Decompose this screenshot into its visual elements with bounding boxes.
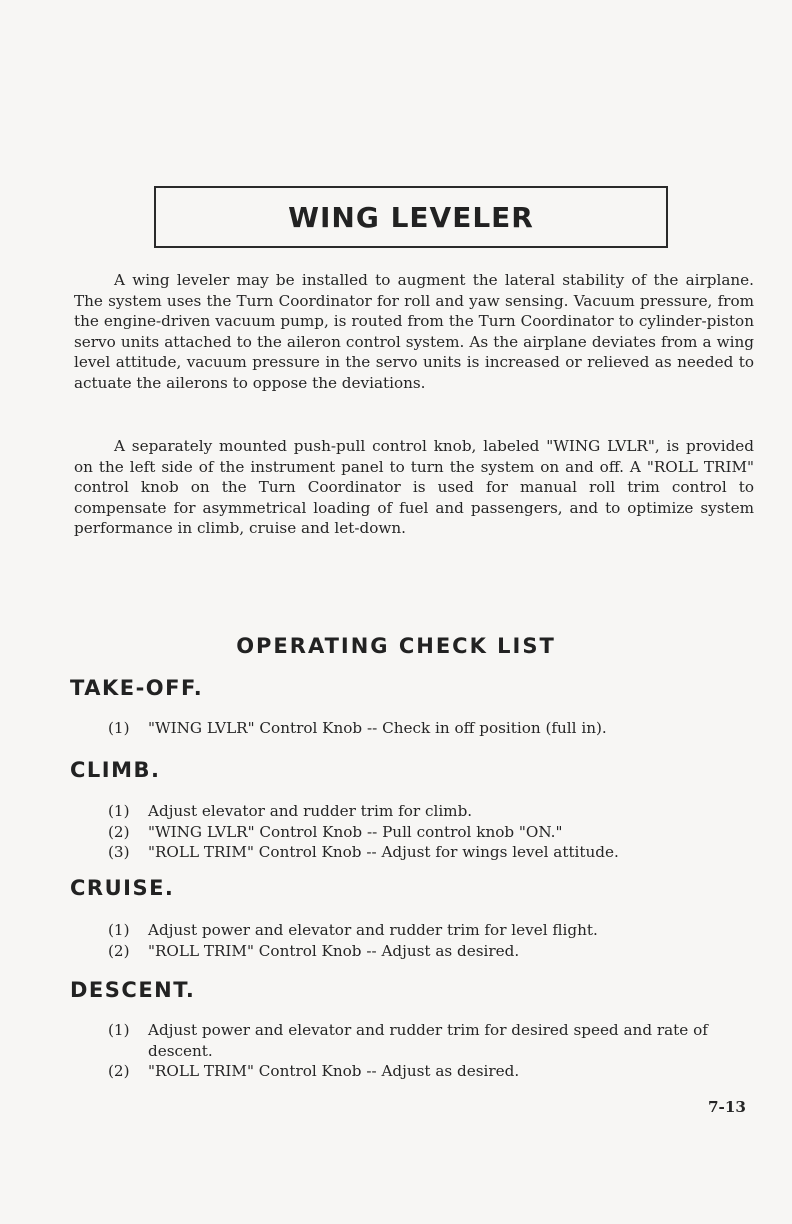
list-item — [108, 718, 748, 739]
step-number: (3) — [108, 843, 130, 861]
title-box — [154, 186, 668, 248]
list-item — [108, 1061, 748, 1082]
step-text: Adjust power and elevator and rudder trim for desired speed and rate of descent. — [148, 1021, 708, 1060]
takeoff-heading: TAKE-OFF. — [70, 676, 204, 700]
list-item — [108, 920, 748, 941]
step-text: Adjust power and elevator and rudder trim for level flight. — [148, 921, 598, 939]
page-number: 7-13 — [707, 1098, 746, 1116]
list-item — [108, 801, 748, 822]
checklist-title: OPERATING CHECK LIST — [236, 634, 556, 658]
step-text: "ROLL TRIM" Control Knob -- Adjust as desired. — [148, 1062, 520, 1080]
intro-paragraph: A wing leveler may be installed to augment the lateral stability of the airplane. The system uses the Turn Coordinator for roll and yaw sensing. Vacuum pressure, from the engine-driven vacuum pump, is routed from the Turn Coordinator to cylinder-piston servo units attached to the aileron control system. As the airplane deviates from a wing level attitude, vacuum pressure in the servo units is increased or relieved as needed to actuate the ailerons to oppose the deviations. — [74, 271, 754, 392]
climb-steps — [108, 801, 748, 863]
step-text: "WING LVLR" Control Knob -- Pull control knob "ON." — [148, 822, 563, 841]
step-number: (2) — [108, 822, 130, 841]
list-item — [108, 822, 748, 843]
step-text: "ROLL TRIM" Control Knob -- Adjust for wings level attitude. — [148, 843, 619, 861]
step-text: Adjust elevator and rudder trim for climb. — [148, 802, 473, 820]
step-number: (1) — [108, 921, 130, 939]
takeoff-steps — [108, 718, 748, 739]
descent-heading: DESCENT. — [70, 978, 196, 1002]
step-number: (1) — [108, 719, 130, 737]
step-number: (1) — [108, 802, 130, 820]
page-title: WING LEVELER — [288, 200, 534, 234]
cruise-heading: CRUISE. — [70, 876, 175, 900]
list-item — [108, 1020, 748, 1061]
step-number: (2) — [108, 941, 130, 960]
descent-steps — [108, 1020, 748, 1082]
list-item — [108, 842, 748, 863]
cruise-steps — [108, 920, 748, 961]
list-item — [108, 941, 748, 962]
control-knob-paragraph: A separately mounted push-pull control knob, labeled "WING LVLR", is provided on the left side of the instrument panel to turn the system on and off. A "ROLL TRIM" control knob on the Turn Coordinator is used for manual roll trim control to compensate for asymmetrical loading of fuel and passengers, and to optimize system performance in climb, cruise and let-down. — [74, 437, 754, 537]
step-number: (1) — [108, 1021, 130, 1039]
climb-heading: CLIMB. — [70, 758, 161, 782]
step-text: "ROLL TRIM" Control Knob -- Adjust as desired. — [148, 941, 520, 960]
step-number: (2) — [108, 1062, 130, 1080]
step-text: "WING LVLR" Control Knob -- Check in off position (full in). — [148, 719, 607, 737]
